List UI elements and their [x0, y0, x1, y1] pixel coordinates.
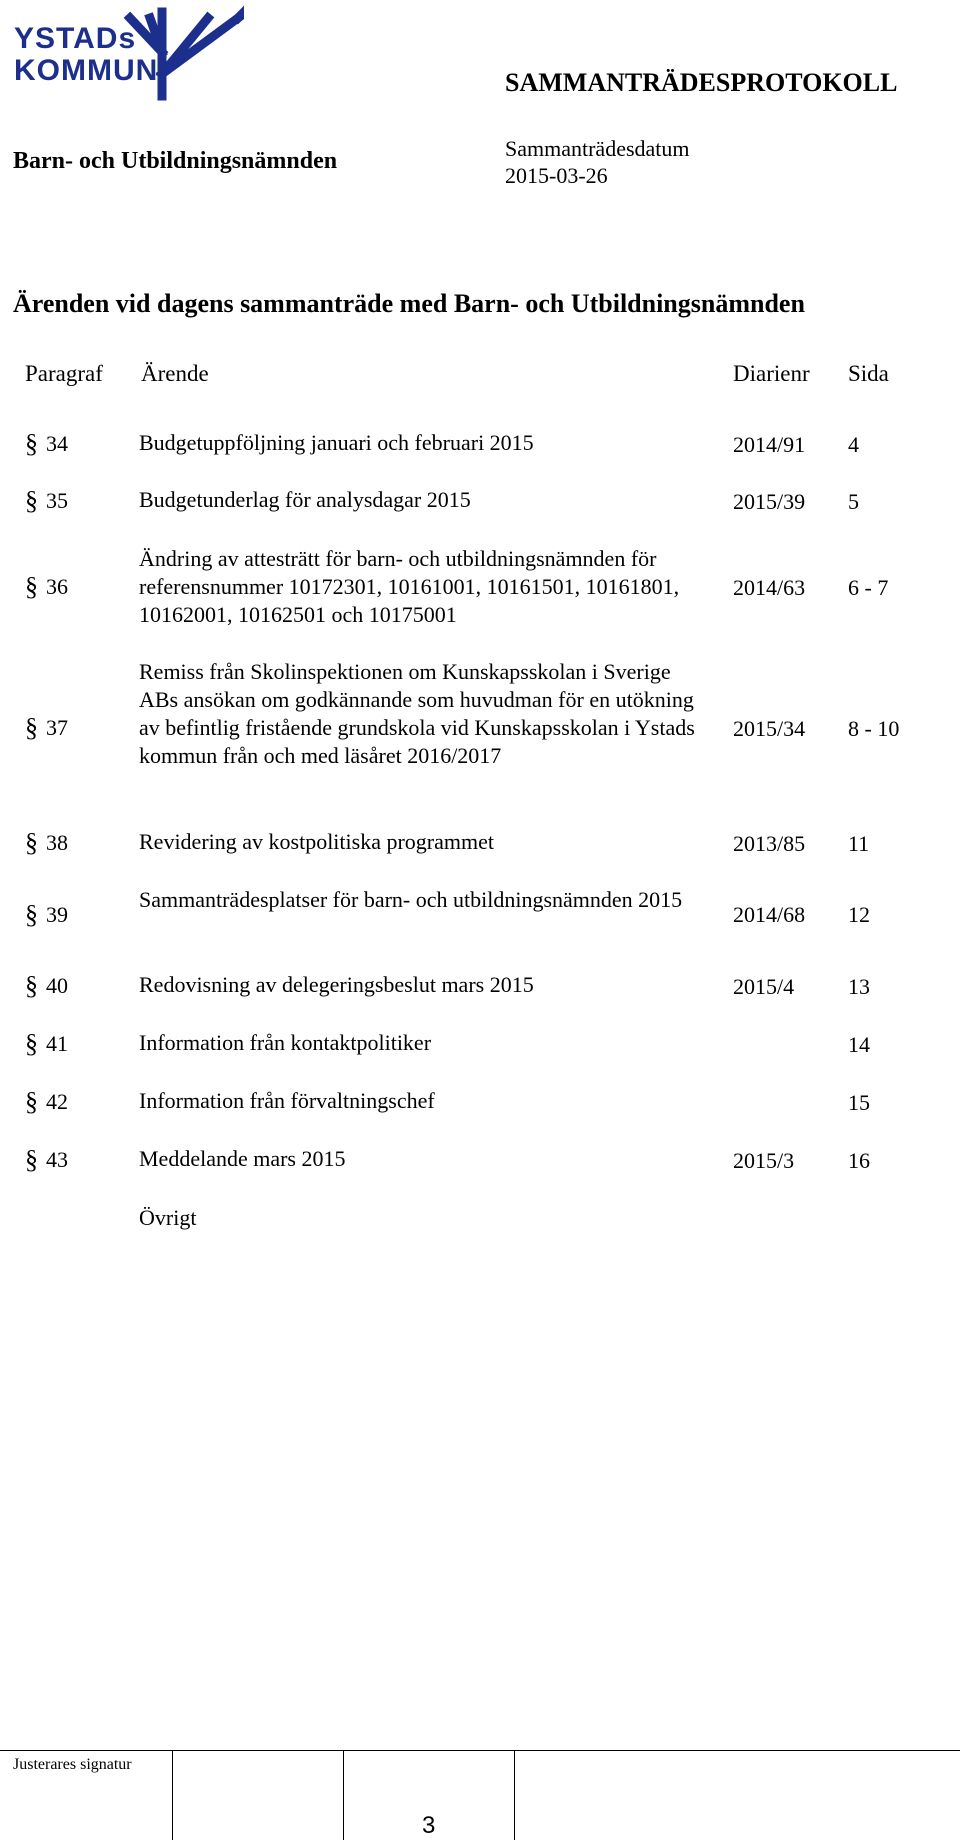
agenda-subject: Sammanträdesplatser för barn- och utbildningsnämnden 2015 — [139, 887, 683, 912]
agenda-subject: Budgetuppföljning januari och februari 2015 — [139, 430, 534, 455]
section-sign: § — [25, 429, 38, 458]
section-sign: § — [25, 828, 38, 857]
agenda-diarienr: 2014/63 — [733, 575, 806, 600]
paragraph-number: § 35 — [25, 486, 68, 515]
agenda-sida: 5 — [848, 489, 859, 514]
signature-label: Justerares signatur — [13, 1756, 132, 1773]
agenda-subject: Remiss från Skolinspektionen om Kunskapsskolan i Sverige ABs ansökan om godkännande som huvudman för en utökning av befintlig fristående grundskola vid Kunskapsskolan i Ystads kommun från och med läsåret 2016/2017 — [139, 659, 695, 768]
agenda-sida: 6 - 7 — [848, 575, 889, 600]
agenda-subject: Redovisning av delegeringsbeslut mars 2015 — [139, 972, 534, 997]
agenda-subject: Ändring av attesträtt för barn- och utbildningsnämnden för referensnummer 10172301, 10161001, 10161501, 10161801, 10162001, 10162501 och 10175001 — [139, 546, 680, 627]
agenda-other: Övrigt — [139, 1205, 197, 1230]
agenda-sida: 11 — [848, 831, 870, 856]
paragraph-number: § 38 — [25, 828, 68, 857]
section-sign: § — [25, 486, 38, 515]
paragraph-number: § 36 — [25, 572, 68, 601]
paragraph-number: § 39 — [25, 900, 68, 929]
agenda-sida: 8 - 10 — [848, 716, 900, 741]
paragraph-number: § 34 — [25, 429, 68, 458]
logo-text-line2: KOMMUN — [14, 54, 159, 87]
agenda-diarienr: 2014/68 — [733, 902, 806, 927]
agenda-diarienr: 2015/34 — [733, 716, 806, 741]
agenda-diarienr: 2014/91 — [733, 432, 806, 457]
committee-name: Barn- och Utbildningsnämnden — [13, 148, 338, 174]
column-header-sida: Sida — [848, 361, 889, 386]
paragraph-number: § 40 — [25, 971, 68, 1000]
footer-divider — [0, 1750, 960, 1751]
footer-column-divider — [172, 1750, 173, 1840]
footer-column-divider — [514, 1750, 515, 1840]
agenda-subject: Information från kontaktpolitiker — [139, 1030, 432, 1055]
agenda-sida: 16 — [848, 1148, 870, 1173]
logo-text-line1: YSTADs — [14, 22, 137, 55]
section-sign: § — [25, 971, 38, 1000]
column-header-arende: Ärende — [141, 361, 209, 386]
section-sign: § — [25, 713, 38, 742]
agenda-sida: 12 — [848, 902, 870, 927]
footer-column-divider — [343, 1750, 344, 1840]
paragraph-number: § 37 — [25, 713, 68, 742]
agenda-diarienr: 2013/85 — [733, 831, 806, 856]
paragraph-number: § 42 — [25, 1087, 68, 1116]
meeting-date: 2015-03-26 — [505, 163, 608, 188]
agenda-heading: Ärenden vid dagens sammanträde med Barn- och Utbildningsnämnden — [13, 289, 805, 318]
section-sign: § — [25, 1087, 38, 1116]
section-sign: § — [25, 1029, 38, 1058]
agenda-diarienr: 2015/4 — [733, 974, 795, 999]
column-header-paragraf: Paragraf — [25, 361, 103, 386]
agenda-subject: Information från förvaltningschef — [139, 1088, 435, 1113]
ystad-kommun-logo — [12, 4, 244, 104]
paragraph-number: § 41 — [25, 1029, 68, 1058]
section-sign: § — [25, 900, 38, 929]
agenda-diarienr: 2015/3 — [733, 1148, 795, 1173]
agenda-sida: 4 — [848, 432, 859, 457]
section-sign: § — [25, 1145, 38, 1174]
agenda-diarienr: 2015/39 — [733, 489, 806, 514]
column-header-diarienr: Diarienr — [733, 361, 810, 386]
document-title: SAMMANTRÄDESPROTOKOLL — [505, 68, 898, 97]
page-number: 3 — [422, 1812, 436, 1839]
agenda-subject: Budgetunderlag för analysdagar 2015 — [139, 487, 471, 512]
paragraph-number: § 43 — [25, 1145, 68, 1174]
agenda-subject: Meddelande mars 2015 — [139, 1146, 346, 1171]
agenda-sida: 15 — [848, 1090, 870, 1115]
meeting-date-label: Sammanträdesdatum — [505, 136, 690, 161]
agenda-subject: Revidering av kostpolitiska programmet — [139, 829, 494, 854]
section-sign: § — [25, 572, 38, 601]
agenda-sida: 13 — [848, 974, 870, 999]
agenda-sida: 14 — [848, 1032, 870, 1057]
